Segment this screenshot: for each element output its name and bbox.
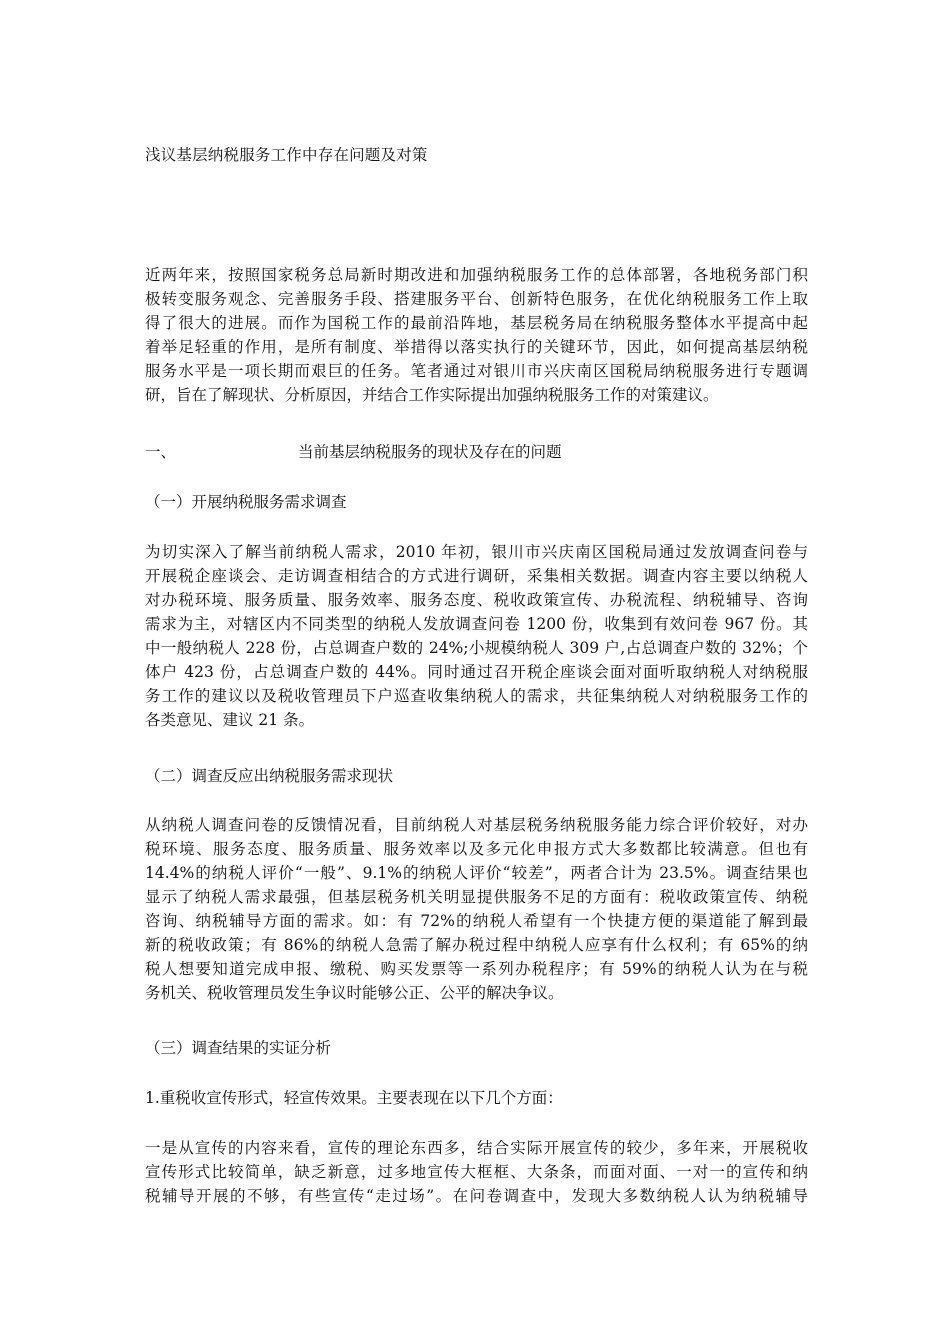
survey-paragraph bbox=[145, 540, 808, 732]
section-heading bbox=[145, 440, 562, 462]
paragraph-line: 显示了纳税人需求最强，但基层税务机关明显提供服务不足的方面有：税收政策宣传、纳税 bbox=[145, 888, 808, 906]
paragraph-line: 为切实深入了解当前纳税人需求，2010 年初，银川市兴庆南区国税局通过发放调查问卷与 bbox=[145, 543, 808, 561]
paragraph-line: 各类意见、建议 21 条。 bbox=[145, 711, 315, 729]
paragraph-line: 体户 423 份，占总调查户数的 44%。同时通过召开税企座谈会面对面听取纳税人对纳税服 bbox=[145, 663, 808, 681]
intro-line: 近两年来，按照国家税务总局新时期改进和加强纳税服务工作的总体部署，各地税务部门积 bbox=[145, 266, 808, 284]
analysis-paragraph bbox=[145, 1136, 808, 1208]
paragraph-line: 开展税企座谈会、走访调查相结合的方式进行调研，采集相关数据。调查内容主要以纳税人 bbox=[145, 567, 808, 585]
paragraph-line: 从纳税人调查问卷的反馈情况看，目前纳税人对基层税务纳税服务能力综合评价较好，对办 bbox=[145, 816, 808, 834]
paragraph-line: 中一般纳税人 228 份，占总调查户数的 24%;小规模纳税人 309 户,占总调查户数的 32%；个 bbox=[145, 639, 808, 657]
subsection-heading: （三）调查结果的实证分析 bbox=[145, 1039, 332, 1057]
paragraph-line: 宣传形式比较简单，缺乏新意，过多地宣传大框框、大条条，而面对面、一对一的宣传和纳 bbox=[145, 1163, 808, 1181]
subsection-heading: （一）开展纳税服务需求调查 bbox=[145, 493, 347, 511]
paragraph-line: 需求为主，对辖区内不同类型的纳税人发放调查问卷 1200 份，收集到有效问卷 967 份。其 bbox=[145, 615, 808, 633]
paragraph-line: 咨询、纳税辅导方面的需求。如：有 72%的纳税人希望有一个快捷方便的渠道能了解到最 bbox=[145, 912, 808, 930]
intro-line: 着举足轻重的作用，是所有制度、举措得以落实执行的关键环节，因此，如何提高基层纳税 bbox=[145, 338, 808, 356]
intro-line: 得了很大的进展。而作为国税工作的最前沿阵地，基层税务局在纳税服务整体水平提高中起 bbox=[145, 314, 808, 332]
section-number: 一、 bbox=[145, 443, 177, 461]
demand-paragraph bbox=[145, 813, 808, 1005]
document-title: 浅议基层纳税服务工作中存在问题及对策 bbox=[145, 146, 428, 164]
paragraph-line: 一是从宣传的内容来看，宣传的理论东西多，结合实际开展宣传的较少，多年来，开展税收 bbox=[145, 1139, 808, 1157]
paragraph-line: 税人想要知道完成申报、缴税、购买发票等一系列办税程序；有 59%的纳税人认为在与税 bbox=[145, 960, 808, 978]
paragraph-line: 务机关、税收管理员发生争议时能够公正、公平的解决争议。 bbox=[145, 984, 564, 1002]
paragraph-line: 务工作的建议以及税收管理员下户巡查收集纳税人的需求，共征集纳税人对纳税服务工作的 bbox=[145, 687, 808, 705]
point-heading: 1.重税收宣传形式，轻宣传效果。主要表现在以下几个方面： bbox=[145, 1089, 563, 1107]
subsection-heading: （二）调查反应出纳税服务需求现状 bbox=[145, 767, 394, 785]
paragraph-line: 税环境、服务态度、服务质量、服务效率以及多元化申报方式大多数都比较满意。但也有 bbox=[145, 840, 808, 858]
intro-line: 服务水平是一项长期而艰巨的任务。笔者通过对银川市兴庆南区国税局纳税服务进行专题调 bbox=[145, 362, 808, 380]
paragraph-line: 税辅导开展的不够，有些宣传“走过场”。在问卷调查中，发现大多数纳税人认为纳税辅导 bbox=[145, 1187, 808, 1205]
paragraph-line: 对办税环境、服务质量、服务效率、服务态度、税收政策宣传、办税流程、纳税辅导、咨询 bbox=[145, 591, 808, 609]
intro-line: 极转变服务观念、完善服务手段、搭建服务平台、创新特色服务，在优化纳税服务工作上取 bbox=[145, 290, 808, 308]
paragraph-line: 14.4%的纳税人评价“一般”、9.1%的纳税人评价“较差”，两者合计为 23.5%。调查结果也 bbox=[145, 864, 808, 882]
section-title: 当前基层纳税服务的现状及存在的问题 bbox=[298, 443, 562, 461]
intro-line: 研，旨在了解现状、分析原因，并结合工作实际提出加强纳税服务工作的对策建议。 bbox=[145, 386, 719, 404]
intro-paragraph bbox=[145, 263, 808, 407]
paragraph-line: 新的税收政策；有 86%的纳税人急需了解办税过程中纳税人应享有什么权利；有 65%的纳 bbox=[145, 936, 808, 954]
